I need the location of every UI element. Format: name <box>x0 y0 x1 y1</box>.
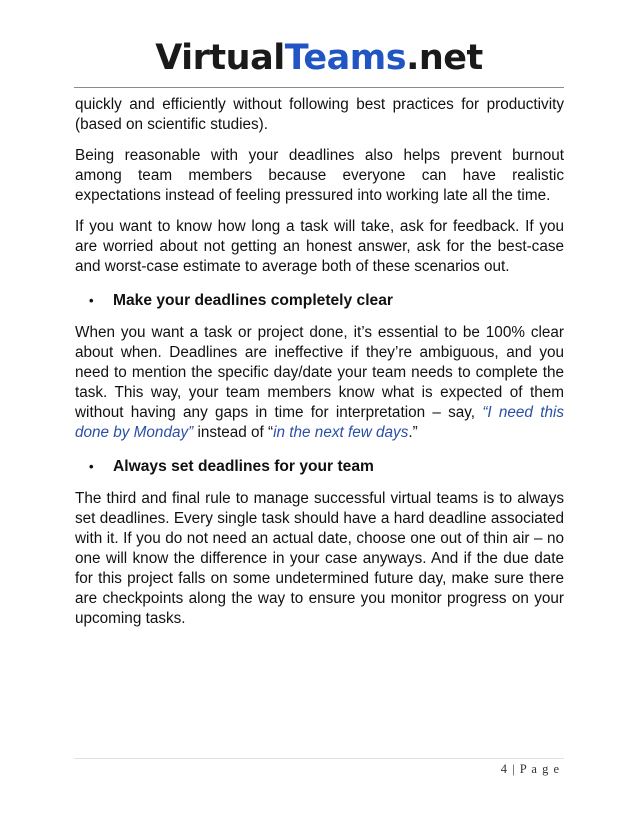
page-header <box>0 36 638 80</box>
footer-separator: | <box>512 762 516 776</box>
bullet-heading-always-set <box>89 457 564 477</box>
bullet-dot-icon: • <box>89 459 94 474</box>
footer-divider <box>74 758 564 759</box>
document-body <box>75 95 564 640</box>
bullet-dot-icon: • <box>89 293 94 308</box>
paragraph-clarity-text: When you want a task or project done, it’s essential to be 100% clear about when. Deadlines are ineffective if they’re ambiguous, and you need to mention the specific day/date your team needs to complete the task. This way, your team members know what is expected of them without having any gaps in time for interpretation – say, <box>75 324 564 421</box>
bullet-heading-text: Always set deadlines for your team <box>113 458 374 475</box>
paragraph-feedback: If you want to know how long a task will take, ask for feedback. If you are worried about not getting an honest answer, ask for the best-case and worst-case estimate to average both of these scenarios out. <box>75 218 564 275</box>
paragraph-clarity <box>75 323 564 443</box>
page-number: 4 <box>500 762 509 776</box>
paragraph-final-rule: The third and final rule to manage successful virtual teams is to always set deadlines. Every single task should have a hard deadline associated with it. If you do not need an actual date, choose one out of thin air – no one will know the difference in your case anyways. And if the due date for this project falls on some undetermined future day, make sure there are checkpoints along the way to ensure you monitor progress on your upcoming tasks. <box>75 490 564 627</box>
page-label: P a g e <box>519 762 560 776</box>
header-divider <box>74 87 564 88</box>
quote-next-few-days: in the next few days <box>273 424 409 441</box>
paragraph-burnout: Being reasonable with your deadlines also helps prevent burnout among team members because everyone can have realistic expectations instead of feeling pressured into working late all the time. <box>75 147 564 204</box>
quote-monday: “I need this done by Monday” <box>75 404 565 441</box>
virtualteams-logo <box>0 36 638 80</box>
logo-net: .net <box>406 38 483 78</box>
paragraph-clarity-mid: instead of “ <box>193 424 274 441</box>
bullet-heading-text: Make your deadlines completely clear <box>113 292 393 309</box>
logo-virtual: Virtual <box>155 38 285 78</box>
logo-teams: Teams <box>284 38 407 78</box>
paragraph-continued: quickly and efficiently without following best practices for productivity (based on scientific studies). <box>75 96 564 133</box>
paragraph-clarity-end: .” <box>408 424 418 441</box>
page-footer <box>501 762 560 777</box>
bullet-heading-clear-deadlines <box>89 291 564 311</box>
